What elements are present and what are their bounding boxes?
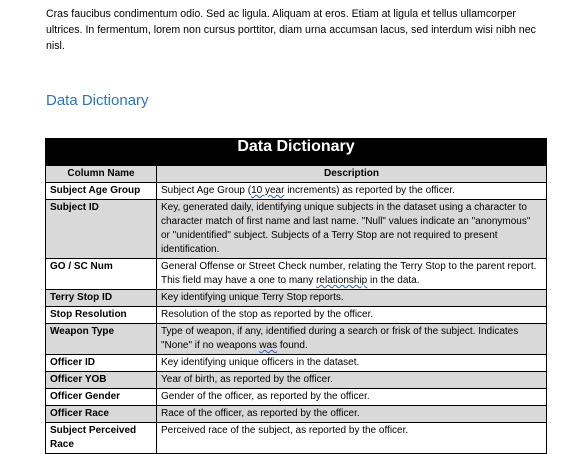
row-description: Perceived race of the subject, as reported by the officer. (157, 423, 547, 454)
row-description: Gender of the officer, as reported by the officer. (157, 389, 547, 406)
row-column-name: Terry Stop ID (46, 290, 157, 307)
table-title: Data Dictionary (46, 139, 547, 166)
column-name-header: Column Name (46, 166, 157, 183)
table-header-row (46, 166, 547, 183)
row-description: Key, generated daily, identifying unique subjects in the dataset using a character to character match of first name and last name. "Null" values indicate an "anonymous" or "unidentified" subject. Subjects of a Terry Stop are not required to present identification. (157, 200, 547, 259)
spellcheck-flag: 10 year (251, 185, 285, 196)
table-row (46, 372, 547, 389)
row-description: General Offense or Street Check number, relating the Terry Stop to the parent report. This field may have a one to many relationship in the data. (157, 259, 547, 290)
table-row (46, 423, 547, 454)
row-column-name: Subject ID (46, 200, 157, 259)
row-column-name: Officer Race (46, 406, 157, 423)
table-row (46, 389, 547, 406)
table-row (46, 290, 547, 307)
row-description: Resolution of the stop as reported by the officer. (157, 307, 547, 324)
row-column-name: Officer ID (46, 355, 157, 372)
table-row (46, 200, 547, 259)
row-description: Type of weapon, if any, identified during a search or frisk of the subject. Indicates "None" if no weapons was found. (157, 324, 547, 355)
table-row (46, 259, 547, 290)
row-description: Race of the officer, as reported by the officer. (157, 406, 547, 423)
row-column-name: Officer Gender (46, 389, 157, 406)
row-column-name: Subject Perceived Race (46, 423, 157, 454)
spellcheck-flag: was (259, 340, 278, 351)
spellcheck-flag: relationship (316, 275, 368, 286)
row-column-name: GO / SC Num (46, 259, 157, 290)
row-description: Year of birth, as reported by the officer. (157, 372, 547, 389)
row-column-name: Subject Age Group (46, 183, 157, 200)
row-description: Key identifying unique officers in the dataset. (157, 355, 547, 372)
table-row (46, 183, 547, 200)
intro-paragraph: Cras faucibus condimentum odio. Sed ac ligula. Aliquam at eros. Etiam at ligula et tellus ullamcorper ultrices. In fermentum, lorem non cursus porttitor, diam urna accumsan lacus, sed interdum wisi nibh nec nisl. (46, 8, 536, 52)
section-heading: Data Dictionary (46, 92, 149, 109)
table-row (46, 355, 547, 372)
row-column-name: Weapon Type (46, 324, 157, 355)
row-description: Subject Age Group (10 year increments) as reported by the officer. (157, 183, 547, 200)
row-column-name: Officer YOB (46, 372, 157, 389)
table-row (46, 307, 547, 324)
data-dictionary-table (45, 138, 547, 454)
table-row (46, 324, 547, 355)
row-column-name: Stop Resolution (46, 307, 157, 324)
description-header: Description (157, 166, 547, 183)
row-description: Key identifying unique Terry Stop reports. (157, 290, 547, 307)
table-title-row (46, 139, 547, 166)
